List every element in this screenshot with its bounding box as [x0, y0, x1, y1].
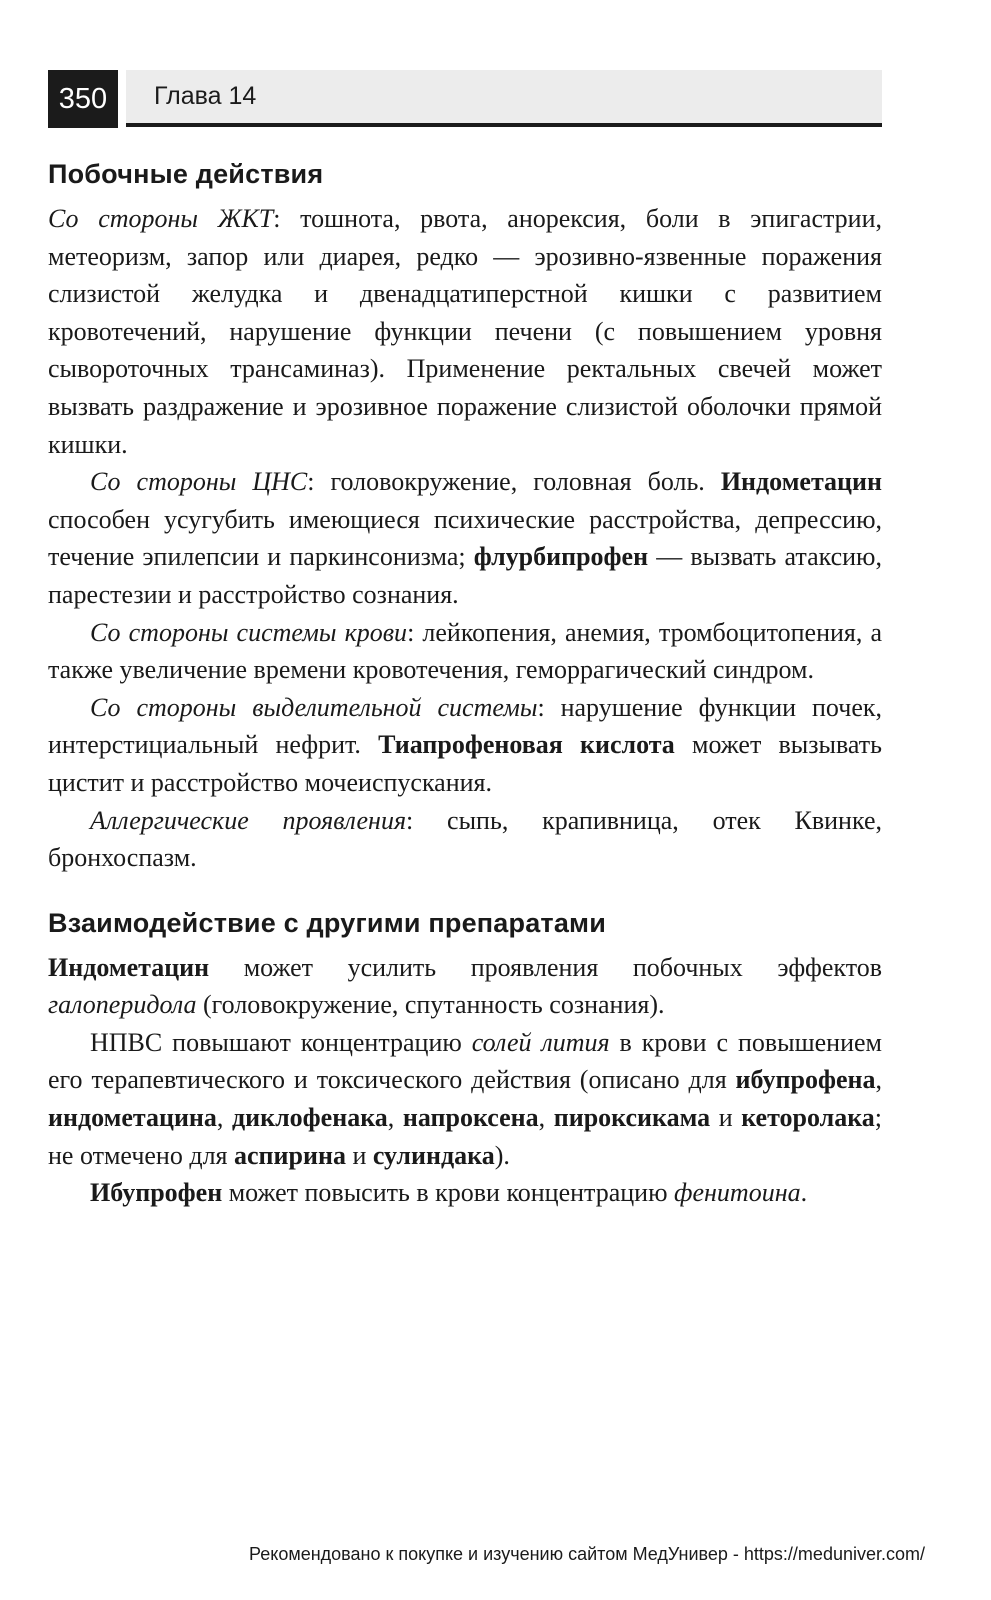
paragraph-text: : лейкопения, анемия, тромбоцитопения, а также увеличение времени кровотечения, геморрагический синдром.	[48, 617, 882, 685]
paragraph-excretory	[48, 689, 882, 802]
drug-name: ибупрофена	[735, 1065, 876, 1095]
separator: ; не отмечено для	[48, 1103, 883, 1170]
paragraph-text: : нарушение функции почек, интерстициальный нефрит.	[48, 692, 882, 760]
drug-name: пироксикама	[553, 1103, 711, 1133]
drug-name: Тиапрофеновая кислота	[378, 730, 675, 760]
section-title-side-effects: Побочные действия	[48, 159, 324, 189]
paragraph-text: НПВС повышают концентрацию	[90, 1027, 472, 1057]
paragraph-text: : сыпь, крапивница, отек Квинке, бронхоспазм.	[48, 805, 882, 873]
drug-name: индометацина	[48, 1103, 217, 1133]
term-italic: Со стороны выделительной системы	[90, 692, 538, 722]
drug-name: диклофенака	[231, 1103, 388, 1133]
separator: ).	[494, 1140, 510, 1170]
paragraph-text: : головокружение, головная боль.	[307, 467, 721, 497]
drug-name: сулиндака	[372, 1140, 495, 1170]
paragraph-haloperidol	[48, 949, 882, 1024]
term-italic: галоперидола	[48, 990, 197, 1020]
paragraph-text: может повысить в крови концентрацию	[222, 1178, 675, 1208]
footer-recommendation: Рекомендовано к покупке и изучению сайтом МедУнивер - https://meduniver.com/	[249, 1544, 925, 1564]
drug-name: напроксена	[402, 1103, 539, 1133]
separator: ,	[538, 1103, 554, 1133]
separator: и	[345, 1140, 373, 1170]
separator: ,	[216, 1103, 232, 1133]
paragraph-phenytoin	[48, 1174, 882, 1212]
running-header	[126, 70, 882, 127]
page-body	[48, 152, 882, 1212]
paragraph-text: — вызвать атаксию, парестезии и расстройство сознания.	[48, 542, 882, 609]
term-italic: Аллергические проявления	[90, 805, 407, 835]
paragraph-text: в крови с повышением его терапевтического и токсического действия (описано для	[48, 1027, 882, 1095]
drug-name: Индометацин	[48, 952, 210, 982]
paragraph-text: (головокружение, спутанность сознания).	[196, 990, 665, 1020]
drug-name: Ибупрофен	[90, 1178, 223, 1208]
paragraph-text: : тошнота, рвота, анорексия, боли в эпигастрии, метеоризм, запор или диарея, редко — эрозивно-язвенные поражения слизистой желудка и двенадцатиперстной кишки с развитием кровотечений, нарушение функции печени (с повышением уровня сывороточных трансаминаз). Применение ректальных свечей может вызвать раздражение и эрозивное поражение слизистой оболочки прямой кишки.	[48, 204, 882, 459]
paragraph-text: способен усугубить имеющиеся психические расстройства, депрессию, течение эпилепсии и паркинсонизма;	[48, 504, 882, 572]
term-italic: Со стороны ЦНС	[90, 467, 308, 497]
paragraph-allergic	[48, 802, 882, 877]
paragraph-cns	[48, 463, 882, 613]
separator: ,	[875, 1065, 882, 1095]
page-number: 350	[48, 70, 118, 128]
paragraph-lithium	[48, 1024, 882, 1174]
separator: ,	[387, 1103, 403, 1133]
term-italic: Со стороны ЖКТ	[48, 204, 274, 233]
term-italic: фенитоина	[674, 1178, 801, 1208]
drug-name: Индометацин	[720, 467, 882, 497]
separator: и	[710, 1103, 742, 1133]
drug-name: аспирина	[234, 1140, 346, 1170]
paragraph-gi-tract	[48, 200, 882, 463]
drug-name: флурбипрофен	[473, 542, 649, 572]
drug-name: кеторолака	[741, 1103, 875, 1133]
paragraph-text: может усилить проявления побочных эффектов	[209, 952, 882, 982]
paragraph-text: может вызывать цистит и расстройство мочеиспускания.	[48, 730, 882, 797]
paragraph-text: .	[800, 1178, 808, 1208]
chapter-title: Глава 14	[154, 82, 257, 110]
term-italic: Со стороны системы крови	[90, 617, 408, 647]
page-header	[48, 70, 882, 128]
paragraph-blood	[48, 614, 882, 689]
section-title-interactions: Взаимодействие с другими препаратами	[48, 907, 607, 938]
term-italic: солей лития	[471, 1027, 610, 1057]
